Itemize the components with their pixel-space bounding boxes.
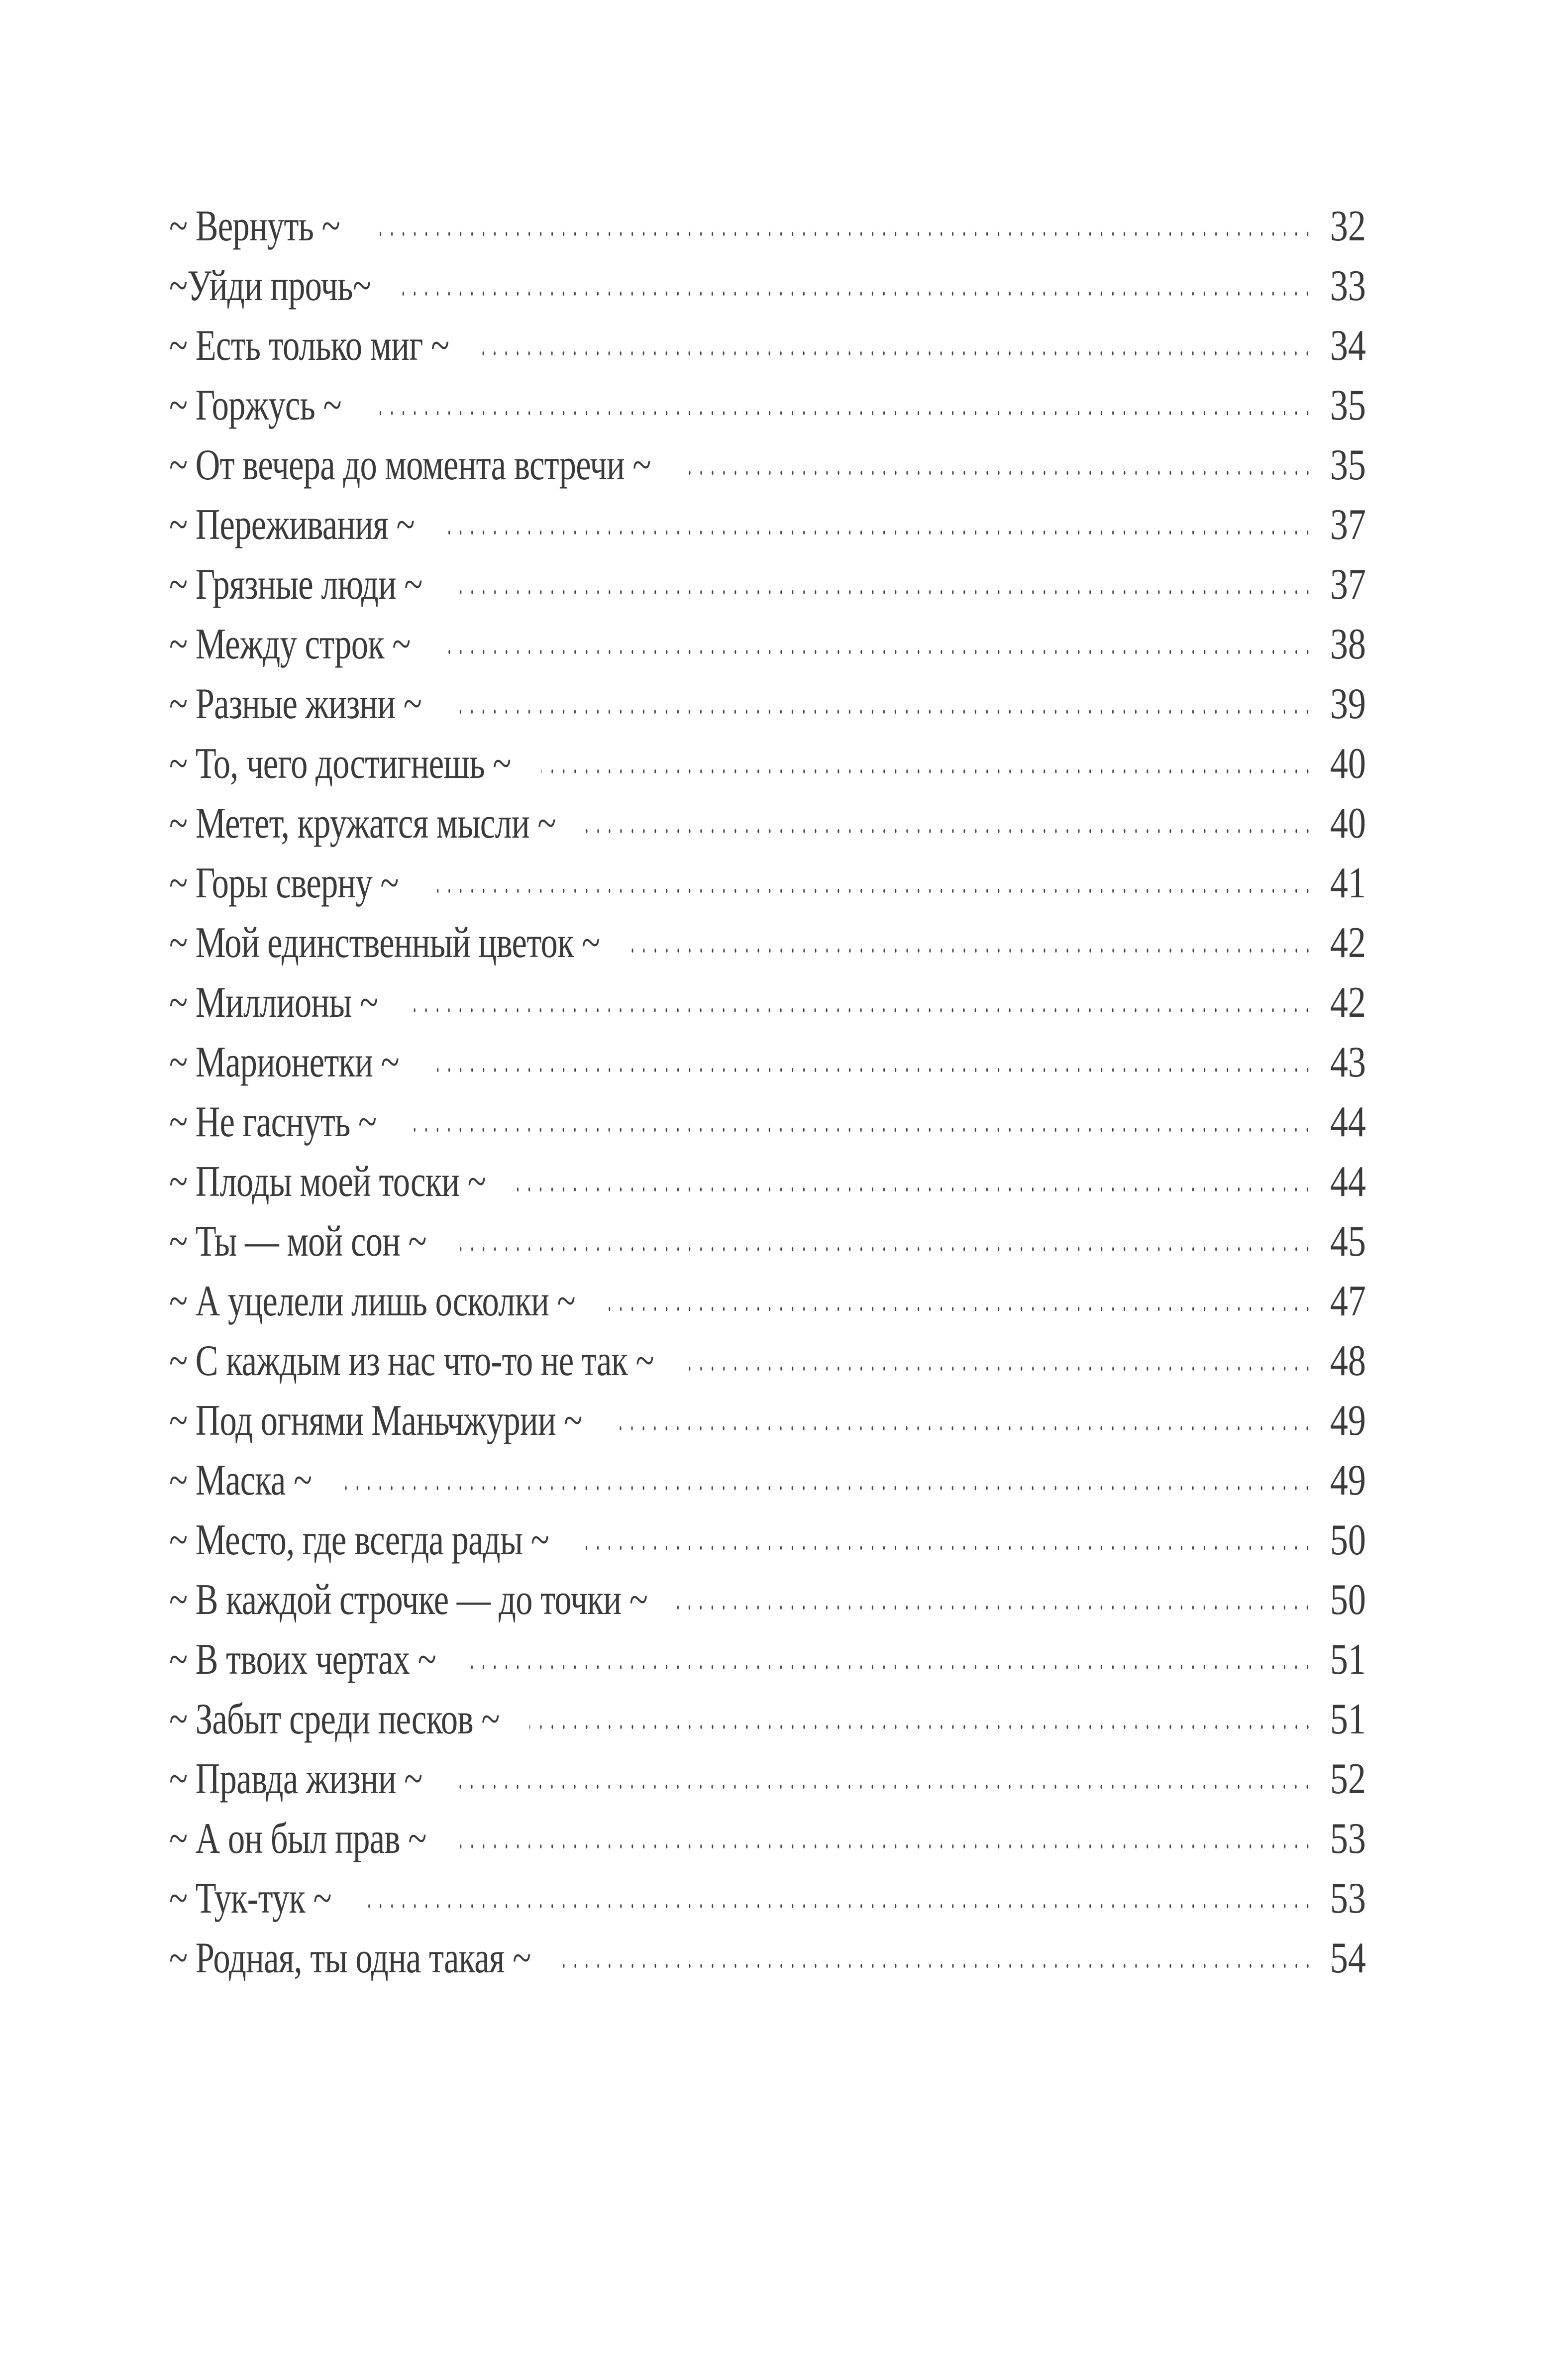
toc-entry[interactable] (169, 376, 1366, 435)
toc-entry-title: ~ Грязные люди ~ (169, 560, 422, 609)
toc-entry-title: ~ Метет, кружатся мысли ~ (169, 799, 556, 848)
toc-entry-page: 34 (1330, 322, 1366, 370)
toc-entry[interactable] (169, 1929, 1366, 1988)
toc-entry-title: ~ От вечера до момента встречи ~ (169, 441, 651, 489)
toc-entry-title: ~ Горжусь ~ (169, 381, 341, 430)
toc-entry-page: 52 (1330, 1755, 1366, 1803)
toc-entry[interactable] (169, 1391, 1366, 1451)
toc-entry-page: 35 (1330, 381, 1366, 430)
toc-entry-page: 39 (1330, 680, 1366, 728)
toc-entry-page: 37 (1330, 560, 1366, 609)
toc-entry-title: ~ С каждым из нас что-то не так ~ (169, 1337, 654, 1385)
dot-leader (677, 1602, 1313, 1613)
dot-leader (605, 1303, 1313, 1314)
toc-entry-title: ~ Горы сверну ~ (169, 859, 399, 907)
toc-entry-title: ~ В твоих чертах ~ (169, 1635, 436, 1684)
toc-entry-page: 47 (1330, 1277, 1366, 1325)
dot-leader (516, 1184, 1313, 1195)
dot-leader (612, 1423, 1313, 1434)
toc-entry[interactable] (169, 1630, 1366, 1690)
toc-entry-title: ~ То, чего достигнешь ~ (169, 740, 511, 788)
toc-entry[interactable] (169, 854, 1366, 913)
toc-entry-title: ~ Маска ~ (169, 1456, 312, 1505)
toc-entry-title: ~ А он был прав ~ (169, 1815, 426, 1863)
toc-entry-title: ~ Не гаснуть ~ (169, 1098, 377, 1146)
toc-entry-page: 32 (1330, 202, 1366, 250)
toc-entry-page: 44 (1330, 1158, 1366, 1206)
dot-leader (429, 1065, 1313, 1075)
toc-entry[interactable] (169, 1212, 1366, 1272)
dot-leader (428, 885, 1313, 896)
table-of-contents (169, 197, 1366, 1988)
dot-leader (586, 826, 1313, 837)
toc-entry[interactable] (169, 734, 1366, 794)
toc-entry-title: ~ Место, где всегда рады ~ (169, 1516, 549, 1564)
toc-entry-page: 54 (1330, 1934, 1366, 1982)
dot-leader (456, 1841, 1313, 1852)
dot-leader (541, 766, 1313, 777)
toc-entry[interactable] (169, 615, 1366, 674)
toc-entry-page: 40 (1330, 799, 1366, 848)
dot-leader (681, 467, 1313, 478)
dot-leader (370, 228, 1313, 239)
toc-entry[interactable] (169, 197, 1366, 256)
toc-entry[interactable] (169, 1152, 1366, 1212)
dot-leader (408, 1005, 1313, 1016)
toc-entry[interactable] (169, 256, 1366, 316)
dot-leader (466, 1662, 1313, 1673)
toc-entry-page: 33 (1330, 262, 1366, 310)
toc-entry[interactable] (169, 973, 1366, 1033)
dot-leader (579, 1542, 1313, 1553)
dot-leader (371, 408, 1313, 419)
toc-entry-page: 53 (1330, 1874, 1366, 1923)
toc-entry-page: 38 (1330, 620, 1366, 668)
toc-entry[interactable] (169, 1033, 1366, 1092)
toc-entry-title: ~ Вернуть ~ (169, 202, 340, 250)
toc-entry[interactable] (169, 435, 1366, 495)
toc-entry-title: ~Уйди прочь~ (169, 262, 371, 310)
dot-leader (630, 945, 1313, 956)
toc-entry-title: ~ Тук-тук ~ (169, 1874, 331, 1923)
toc-entry-title: ~ Ты — мой сон ~ (169, 1217, 426, 1266)
toc-entry-page: 40 (1330, 740, 1366, 788)
dot-leader (452, 1781, 1313, 1792)
toc-entry-page: 51 (1330, 1635, 1366, 1684)
toc-entry-title: ~ Миллионы ~ (169, 978, 378, 1027)
toc-entry-title: ~ Родная, ты одна такая ~ (169, 1934, 531, 1982)
toc-entry-title: ~ А уцелели лишь осколки ~ (169, 1277, 575, 1325)
toc-entry-title: ~ Есть только миг ~ (169, 322, 449, 370)
dot-leader (406, 1124, 1313, 1135)
toc-entry-page: 49 (1330, 1397, 1366, 1445)
toc-entry[interactable] (169, 1690, 1366, 1749)
toc-entry[interactable] (169, 1331, 1366, 1391)
toc-entry[interactable] (169, 1510, 1366, 1570)
dot-leader (401, 288, 1313, 299)
toc-entry[interactable] (169, 1809, 1366, 1869)
toc-entry-title: ~ Забыт среди песков ~ (169, 1695, 500, 1743)
toc-entry-page: 45 (1330, 1217, 1366, 1266)
toc-entry-page: 35 (1330, 441, 1366, 489)
toc-entry[interactable] (169, 1570, 1366, 1630)
dot-leader (456, 1244, 1313, 1255)
toc-entry-title: ~ Марионетки ~ (169, 1038, 399, 1086)
dot-leader (452, 587, 1313, 598)
toc-entry[interactable] (169, 555, 1366, 615)
toc-entry-page: 53 (1330, 1815, 1366, 1863)
toc-entry-page: 48 (1330, 1337, 1366, 1385)
dot-leader (684, 1363, 1313, 1374)
toc-entry-page: 37 (1330, 501, 1366, 549)
toc-entry-page: 42 (1330, 978, 1366, 1027)
dot-leader (341, 1483, 1313, 1494)
toc-entry[interactable] (169, 674, 1366, 734)
toc-entry-page: 49 (1330, 1456, 1366, 1505)
dot-leader (529, 1721, 1313, 1732)
toc-entry-title: ~ Между строк ~ (169, 620, 411, 668)
toc-entry-page: 44 (1330, 1098, 1366, 1146)
toc-entry-page: 41 (1330, 859, 1366, 907)
toc-entry[interactable] (169, 1272, 1366, 1331)
toc-entry-title: ~ Разные жизни ~ (169, 680, 422, 728)
toc-entry-title: ~ Переживания ~ (169, 501, 415, 549)
toc-entry-page: 51 (1330, 1695, 1366, 1743)
toc-entry-page: 50 (1330, 1516, 1366, 1564)
dot-leader (440, 646, 1313, 657)
toc-entry-title: ~ В каждой строчке — до точки ~ (169, 1576, 648, 1624)
toc-entry[interactable] (169, 913, 1366, 973)
dot-leader (561, 1960, 1313, 1971)
toc-entry-page: 42 (1330, 919, 1366, 967)
toc-entry[interactable] (169, 1749, 1366, 1809)
toc-entry[interactable] (169, 316, 1366, 376)
toc-entry[interactable] (169, 1092, 1366, 1152)
toc-entry-title: ~ Плоды моей тоски ~ (169, 1158, 486, 1206)
dot-leader (361, 1901, 1313, 1912)
toc-entry-title: ~ Под огнями Маньчжурии ~ (169, 1397, 582, 1445)
toc-entry-page: 50 (1330, 1576, 1366, 1624)
toc-entry[interactable] (169, 1869, 1366, 1929)
dot-leader (479, 348, 1313, 359)
dot-leader (444, 527, 1313, 538)
toc-entry-title: ~ Мой единственный цветок ~ (169, 919, 600, 967)
toc-entry[interactable] (169, 1451, 1366, 1510)
dot-leader (451, 706, 1313, 717)
toc-entry[interactable] (169, 495, 1366, 555)
toc-entry-page: 43 (1330, 1038, 1366, 1086)
toc-entry[interactable] (169, 794, 1366, 854)
toc-entry-title: ~ Правда жизни ~ (169, 1755, 422, 1803)
